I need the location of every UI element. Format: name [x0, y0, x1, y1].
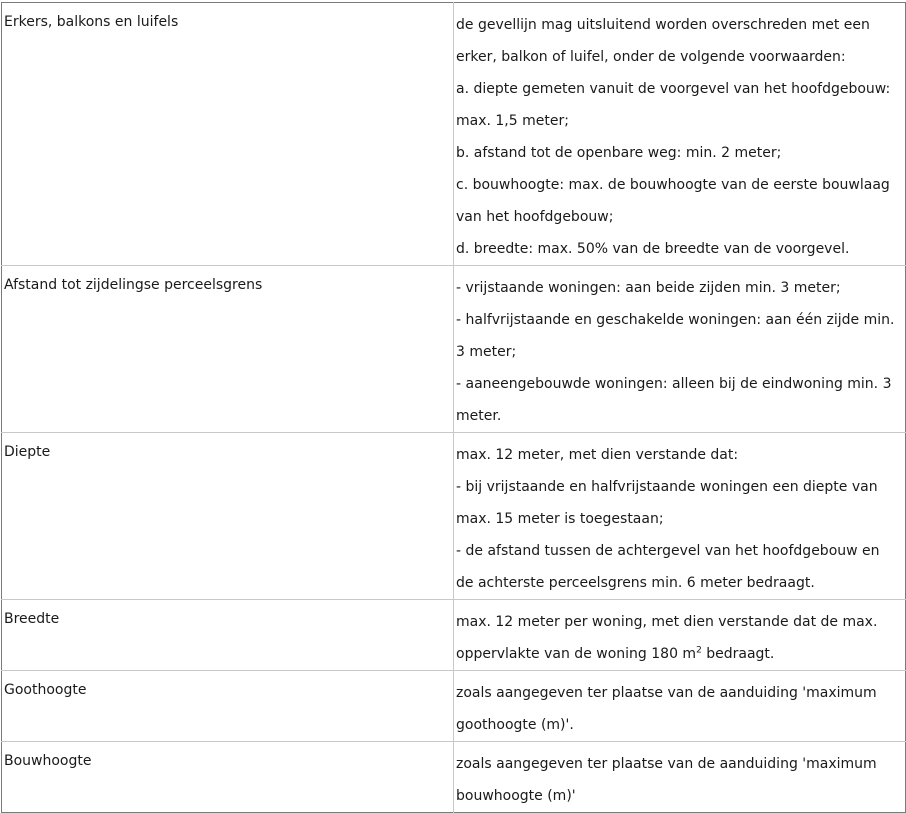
row-description [454, 3, 906, 266]
row-label: Diepte [2, 433, 454, 600]
description-line: max. 12 meter, met dien verstande dat: [456, 447, 739, 463]
description-line: d. breedte: max. 50% van de breedte van de voorgevel. [456, 241, 850, 257]
table-row [2, 266, 906, 433]
description-line: - aaneengebouwde woningen: alleen bij de eindwoning min. 3 meter. [456, 376, 892, 424]
row-label: Bouwhoogte [2, 742, 454, 813]
table-row [2, 433, 906, 600]
description-line: zoals aangegeven ter plaatse van de aanduiding 'maximum goothoogte (m)'. [456, 685, 877, 733]
description-line: - vrijstaande woningen: aan beide zijden min. 3 meter; [456, 280, 841, 296]
description-line: c. bouwhoogte: max. de bouwhoogte van de eerste bouwlaag van het hoofdgebouw; [456, 177, 890, 225]
description-line: - bij vrijstaande en halfvrijstaande woningen een diepte van max. 15 meter is toegestaan; [456, 479, 878, 527]
table-row [2, 3, 906, 266]
table-row [2, 600, 906, 671]
row-description [454, 600, 906, 671]
row-description [454, 742, 906, 813]
regulations-table [1, 2, 906, 813]
description-text: max. 12 meter per woning, met dien verstande dat de max. oppervlakte van de woning 180 m [456, 614, 878, 662]
row-label: Breedte [2, 600, 454, 671]
description-line: de gevellijn mag uitsluitend worden overschreden met een erker, balkon of luifel, onder de volgende voorwaarden: [456, 17, 870, 65]
table-row [2, 742, 906, 813]
description-text: bedraagt. [701, 646, 775, 662]
row-description [454, 433, 906, 600]
row-label: Erkers, balkons en luifels [4, 14, 179, 30]
superscript: 2 [696, 645, 702, 656]
description-line: - halfvrijstaande en geschakelde woningen: aan één zijde min. 3 meter; [456, 312, 895, 360]
table-row [2, 671, 906, 742]
row-description [454, 266, 906, 433]
row-label: Goothoogte [2, 671, 454, 742]
row-label: Afstand tot zijdelingse perceelsgrens [2, 266, 454, 433]
description-line: zoals aangegeven ter plaatse van de aanduiding 'maximum bouwhoogte (m)' [456, 756, 877, 804]
description-line: a. diepte gemeten vanuit de voorgevel van het hoofdgebouw: max. 1,5 meter; [456, 81, 891, 129]
row-description [454, 671, 906, 742]
description-line [456, 606, 897, 670]
description-line: - de afstand tussen de achtergevel van het hoofdgebouw en de achterste perceelsgrens min. 6 meter bedraagt. [456, 543, 880, 591]
description-line: b. afstand tot de openbare weg: min. 2 meter; [456, 145, 782, 161]
